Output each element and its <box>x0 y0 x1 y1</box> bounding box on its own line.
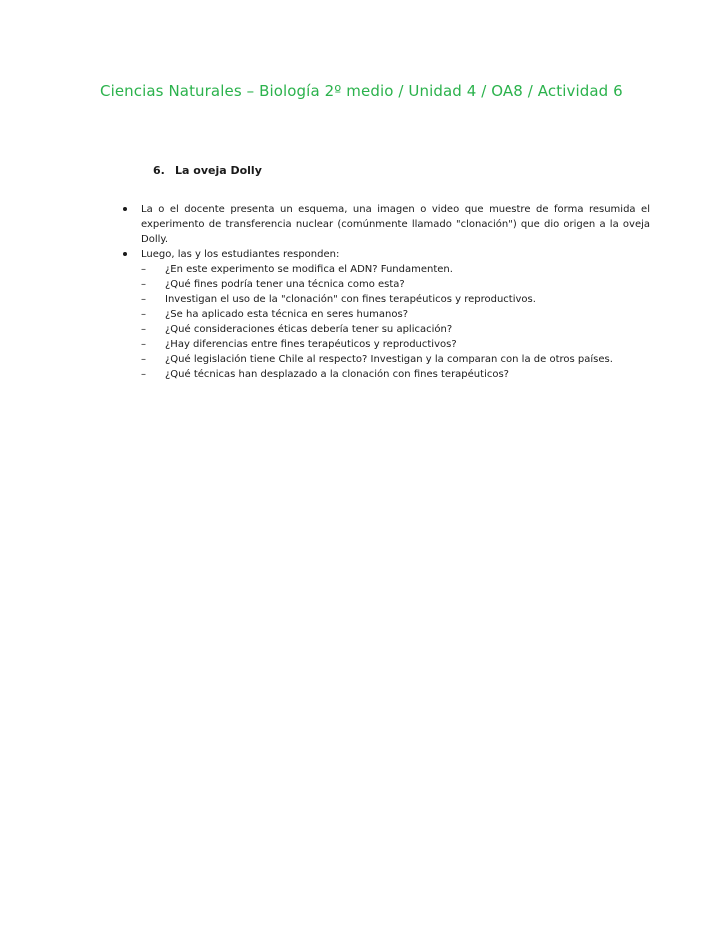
bullet-item <box>120 247 650 382</box>
question-text: ¿Qué fines podría tener una técnica como esta? <box>165 279 405 290</box>
section-title-text: La oveja Dolly <box>175 164 262 177</box>
page-header: Ciencias Naturales – Biología 2º medio / Unidad 4 / OA8 / Actividad 6 <box>100 82 623 100</box>
question-text: ¿Hay diferencias entre fines terapéuticos y reproductivos? <box>165 339 457 350</box>
question-text: ¿Qué legislación tiene Chile al respecto? Investigan y la comparan con la de otros países. <box>165 354 613 365</box>
question-item <box>141 277 650 292</box>
question-list <box>141 262 650 382</box>
question-item <box>141 367 650 382</box>
question-text: Investigan el uso de la "clonación" con fines terapéuticos y reproductivos. <box>165 294 536 305</box>
bullet-text: La o el docente presenta un esquema, una imagen o video que muestre de forma resumida el experimento de transferencia nuclear (comúnmente llamado "clonación") que dio origen a la oveja Dolly. <box>141 204 650 245</box>
activity-bullet-list <box>120 202 650 382</box>
dash-marker: – <box>141 369 146 380</box>
question-text: ¿Qué técnicas han desplazado a la clonación con fines terapéuticos? <box>165 369 509 380</box>
bullet-icon <box>123 207 127 211</box>
bullet-text: Luego, las y los estudiantes responden: <box>141 249 340 260</box>
dash-marker: – <box>141 264 146 275</box>
bullet-icon <box>123 252 127 256</box>
section-title <box>153 164 262 177</box>
question-text: ¿En este experimento se modifica el ADN? Fundamenten. <box>165 264 453 275</box>
dash-marker: – <box>141 294 146 305</box>
dash-marker: – <box>141 354 146 365</box>
dash-marker: – <box>141 324 146 335</box>
bullet-item <box>120 202 650 247</box>
dash-marker: – <box>141 279 146 290</box>
dash-marker: – <box>141 309 146 320</box>
question-text: ¿Se ha aplicado esta técnica en seres humanos? <box>165 309 408 320</box>
question-item <box>141 337 650 352</box>
dash-marker: – <box>141 339 146 350</box>
question-text: ¿Qué consideraciones éticas debería tener su aplicación? <box>165 324 453 335</box>
question-item <box>141 292 650 307</box>
section-number: 6. <box>153 164 165 177</box>
question-item <box>141 322 650 337</box>
question-item <box>141 262 650 277</box>
question-item <box>141 307 650 322</box>
question-item <box>141 352 650 367</box>
